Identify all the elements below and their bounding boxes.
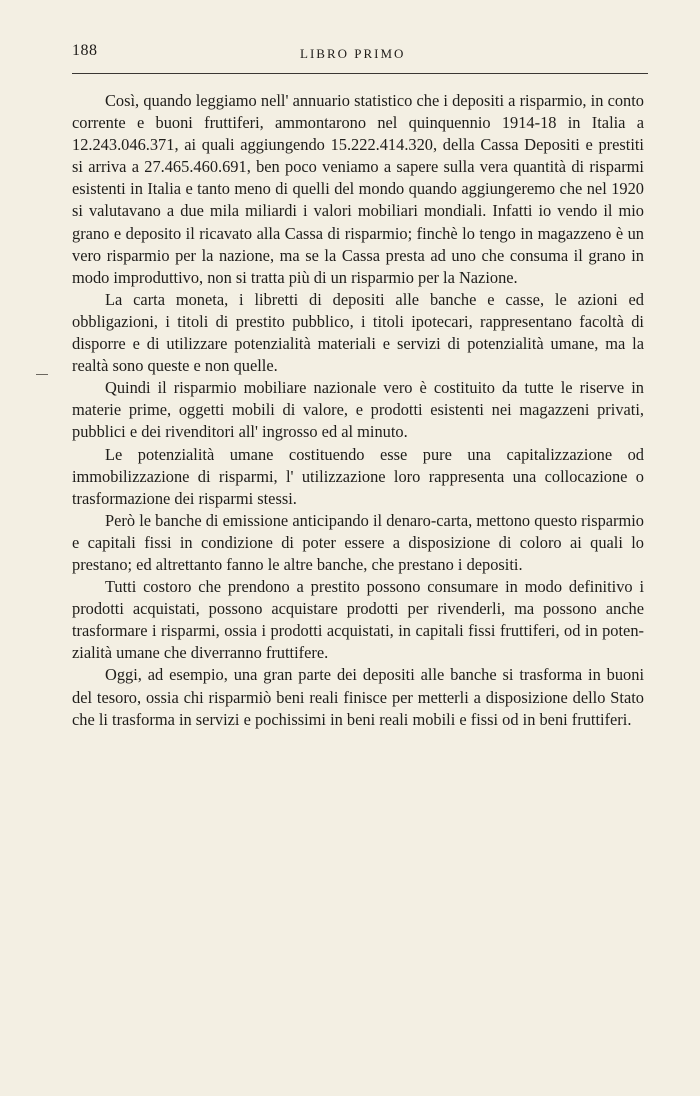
paragraph: Oggi, ad esempio, una gran parte dei depositi alle banche si trasforma in buoni del tesoro, ossia chi risparmiò beni reali finisce per metterli a disposizione dello Stato che li trasforma in servizi e pochissimi in beni reali mobili e fissi od in beni fruttiferi. [72, 665, 644, 729]
paragraph: Quindi il risparmio mobiliare nazionale vero è costituito da tutte le riserve in materie prime, oggetti mobili di valore, e prodotti esistenti nei magazzeni privati, pubblici e dei rivenditori all' ingrosso ed al minuto. [72, 378, 644, 442]
paragraph: Le potenzialità umane costituendo esse pure una capitalizzazione od immobilizzazione di risparmi, l' utilizzazione loro rappresenta una collocazione o trasformazione dei risparmi stessi. [72, 444, 644, 508]
paragraph: La carta moneta, i libretti di depositi alle banche e casse, le azioni ed obbligazioni, i titoli di prestito pubblico, i titoli ipotecari, rappresentano facoltà di disporre e di utilizzare potenzialità materiali e servizi di potenzialità umane, ma la realtà sono queste e non quelle. [72, 289, 644, 376]
running-title: LIBRO PRIMO [300, 46, 406, 61]
paragraph: Però le banche di emissione anticipando il denaro-carta, mettono questo risparmio e capitali fissi in condizione di poter essere a disposizione di coloro ai quali lo prestano; ed altrettanto fanno le altre banche, che prestano i depositi. [72, 510, 644, 574]
header-rule [72, 73, 648, 74]
body-text [72, 90, 644, 731]
margin-mark [36, 374, 48, 375]
page-header [72, 42, 648, 76]
paragraph: Così, quando leggiamo nell' annuario statistico che i depositi a risparmio, in conto corrente e buoni fruttiferi, ammontarono nel quinquennio 1914-18 in Italia a 12.243.046.371, ai quali aggiungendo 15.222.414.320, della Cassa Depositi e prestiti si arriva a 27.465.460.691, ben poco veniamo a sapere sulla vera quantità di risparmi esistenti in Italia e tanto meno di quelli del mondo quando aggiungeremo che nel 1920 si valutavano a due mila miliardi i valori mobiliari mondiali. Infatti io vendo il mio grano e deposito il ricavato alla Cassa di risparmio; finchè lo tengo in magazzeno è un vero risparmio per la nazione, ma se la Cassa presta ad uno che consuma il grano in modo improduttivo, non si tratta più di un risparmio per la Nazione. [72, 91, 644, 287]
page-number: 188 [72, 42, 98, 59]
paragraph: Tutti costoro che prendono a prestito possono consumare in modo definitivo i prodotti acquistati, possono acquistare prodotti per rivenderli, ma possono anche trasformare i risparmi, ossia i prodotti acquistati, in capitali fissi fruttiferi, od in potenzialità umane che diverranno fruttifere. [72, 577, 644, 663]
